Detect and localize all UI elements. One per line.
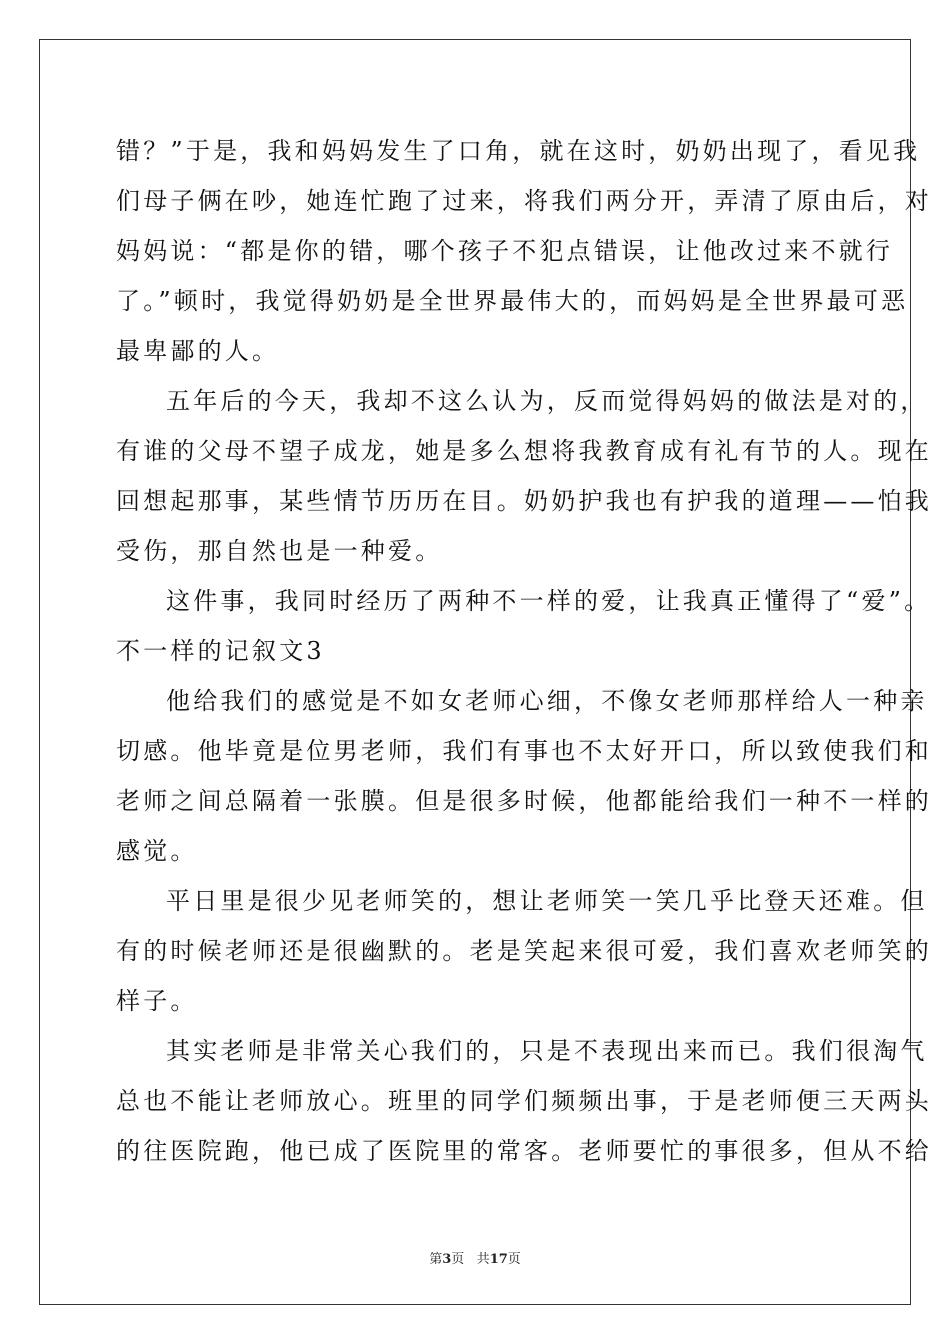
- text-line: 了。”顿时，我觉得奶奶是全世界最伟大的，而妈妈是全世界最可恶: [116, 287, 909, 315]
- page-suffix: 页: [451, 1252, 465, 1267]
- text-line: 感觉。: [116, 837, 198, 865]
- text-line: 有的时候老师还是很幽默的。老是笑起来很可爱，我们喜欢老师笑的: [116, 937, 932, 965]
- paragraph-first-line: 五年后的今天，我却不这么认为，反而觉得妈妈的做法是对的，: [166, 387, 928, 415]
- paragraph-first-line: 其实老师是非常关心我们的，只是不表现出来而已。我们很淘气: [166, 1037, 928, 1065]
- text-line: 受伤，那自然也是一种爱。: [116, 537, 443, 565]
- text-line: 样子。: [116, 987, 198, 1015]
- paragraph-first-line: 这件事，我同时经历了两种不一样的爱，让我真正懂得了“爱”。: [166, 587, 932, 615]
- paragraph-first-line: 平日里是很少见老师笑的，想让老师笑一笑几乎比登天还难。但: [166, 887, 928, 915]
- total-pages: 17: [489, 1252, 508, 1267]
- total-prefix: 共: [476, 1252, 490, 1267]
- text-line: 错？”于是，我和妈妈发生了口角，就在这时，奶奶出现了，看见我: [116, 137, 921, 165]
- text-line: 的往医院跑，他已成了医院里的常客。老师要忙的事很多，但从不给: [116, 1137, 932, 1165]
- text-line: 总也不能让老师放心。班里的同学们频频出事，于是老师便三天两头: [116, 1087, 932, 1115]
- document-body: [116, 126, 932, 1176]
- text-line: 有谁的父母不望子成龙，她是多么想将我教育成有礼有节的人。现在: [116, 437, 932, 465]
- paragraph-first-line: 他给我们的感觉是不如女老师心细，不像女老师那样给人一种亲: [166, 687, 928, 715]
- text-line: 妈妈说：“都是你的错，哪个孩子不犯点错误，让他改过来不就行: [116, 237, 894, 265]
- text-line: 切感。他毕竟是位男老师，我们有事也不太好开口，所以致使我们和: [116, 737, 932, 765]
- page-number: 3: [442, 1252, 452, 1267]
- total-suffix: 页: [507, 1252, 521, 1267]
- section-title: 不一样的记叙文3: [116, 637, 325, 665]
- text-line: 们母子俩在吵，她连忙跑了过来，将我们两分开，弄清了原由后，对: [116, 187, 932, 215]
- page-prefix: 第: [429, 1252, 443, 1267]
- text-line: 老师之间总隔着一张膜。但是很多时候，他都能给我们一种不一样的: [116, 787, 932, 815]
- text-line: 回想起那事，某些情节历历在目。奶奶护我也有护我的道理——怕我: [116, 487, 932, 515]
- text-line: 最卑鄙的人。: [116, 337, 280, 365]
- page-footer: [0, 1248, 950, 1267]
